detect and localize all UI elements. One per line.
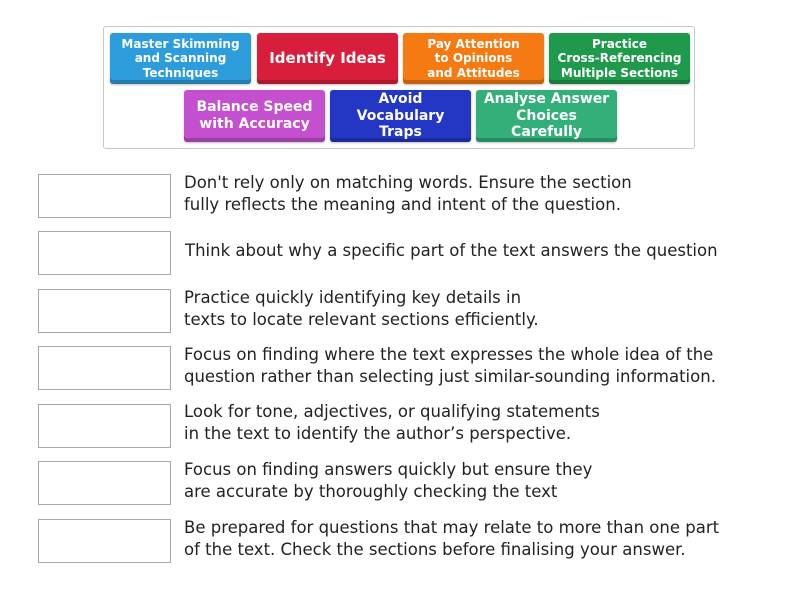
drop-zone-2[interactable] [38,231,171,275]
tile-identify-ideas[interactable]: Identify Ideas [257,33,398,84]
drop-zone-4[interactable] [38,346,171,390]
tile-opinions-attitudes[interactable]: Pay Attention to Opinions and Attitudes [403,33,544,84]
description-2: Think about why a specific part of the text answers the question [185,241,718,260]
drop-zone-6[interactable] [38,461,171,505]
description-6: Focus on finding answers quickly but ensure they are accurate by thoroughly checking the text [184,460,593,501]
tile-analyse-answers[interactable]: Analyse Answer Choices Carefully [476,90,617,142]
description-4: Focus on finding where the text expresses the whole idea of the question rather than selecting just similar-sounding information. [184,345,716,386]
description-3: Practice quickly identifying key details in texts to locate relevant sections efficiently. [184,288,539,329]
tile-cross-referencing[interactable]: Practice Cross-Referencing Multiple Sections [549,33,690,84]
drop-zone-1[interactable] [38,174,171,218]
tile-balance-speed[interactable]: Balance Speed with Accuracy [184,90,325,142]
drop-zone-5[interactable] [38,404,171,448]
tile-master-skimming[interactable]: Master Skimming and Scanning Techniques [110,33,251,84]
description-5: Look for tone, adjectives, or qualifying statements in the text to identify the author’s perspective. [184,402,600,443]
description-7: Be prepared for questions that may relate to more than one part of the text. Check the sections before finalising your answer. [184,518,720,559]
drop-zone-7[interactable] [38,519,171,563]
description-1: Don't rely only on matching words. Ensure the section fully reflects the meaning and intent of the question. [184,173,632,214]
tile-vocabulary-traps[interactable]: Avoid Vocabulary Traps [330,90,471,142]
drop-zone-3[interactable] [38,289,171,333]
